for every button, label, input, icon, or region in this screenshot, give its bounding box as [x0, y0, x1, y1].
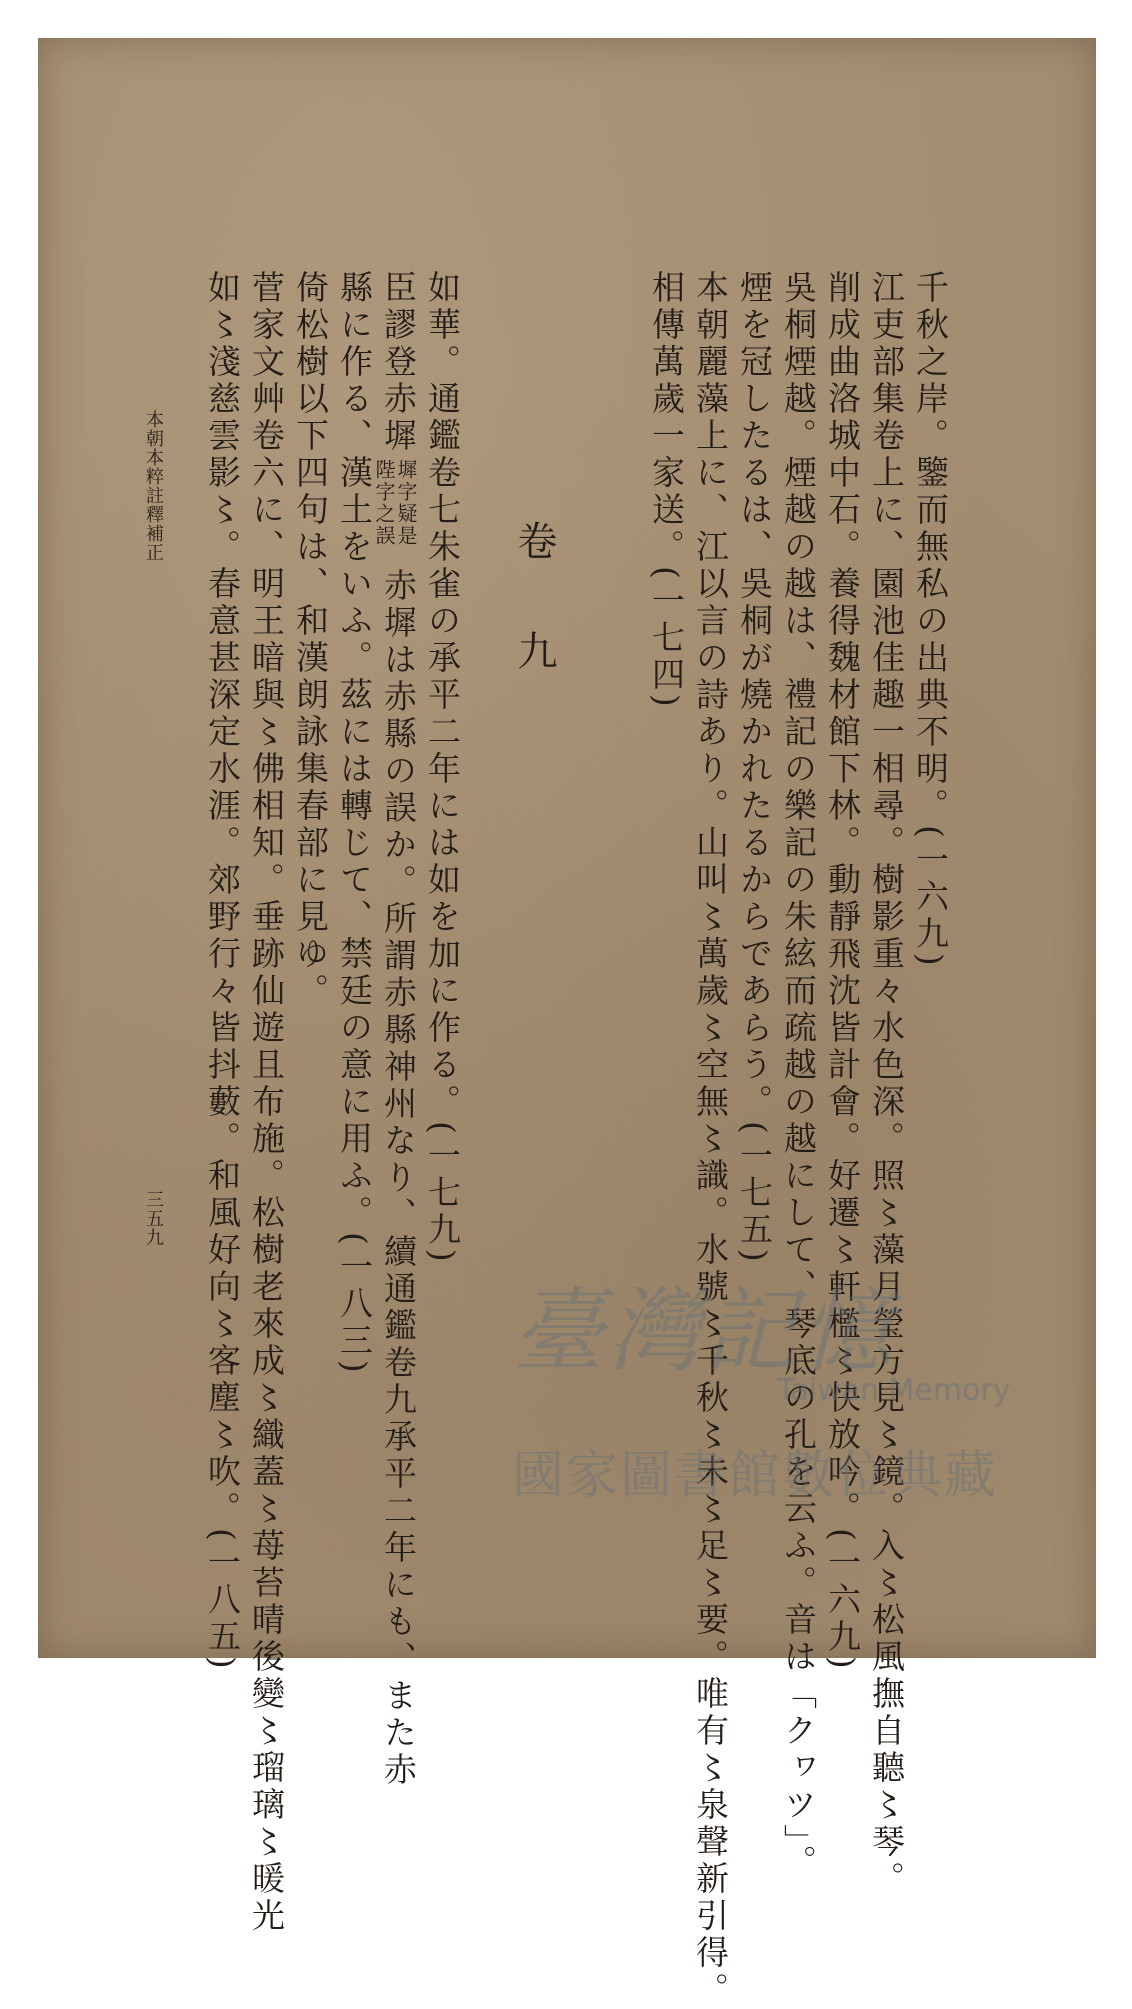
text-column-11: 倚松樹以下四句は、和漢朗詠集春部に見ゆ。: [291, 270, 330, 1010]
text-column-6: 本朝麗藻上に、江以言の詩あり。山叫〻萬歲〻空無〻識。水號〻千秋〻未〻足〻要。唯有〻泉聲新引得。: [691, 270, 730, 2009]
text-column-13: 如〻淺慈雲影〻。春意甚深定水涯。郊野行々皆抖藪。和風好向〻客塵〻吹。(一八五): [203, 270, 242, 1673]
text-column-8: 如華。通鑑卷七朱雀の承平二年には如を加に作る。(一七九): [423, 270, 462, 1266]
text-column-9-part-a: 臣謬登赤墀: [379, 270, 418, 455]
page-number: 三五九: [143, 1190, 164, 1247]
text-column-5: 煙を冠したるは、吳桐が燒かれたるからであらう。(一七五): [735, 270, 774, 1266]
text-column-10: 縣に作る、漢土をいふ。茲には轉じて、禁廷の意に用ふ。(一八三): [335, 270, 374, 1377]
annotation-note-2: 陛字之誤: [372, 459, 396, 547]
chapter-heading: 卷九: [511, 520, 557, 740]
watermark-english: Taiwan Memory: [777, 1373, 1011, 1408]
book-page: [38, 38, 1096, 2009]
annotation-note-1: 墀字疑是: [394, 459, 418, 547]
text-column-1: 千秋之岸。鑒而無私の出典不明。(一六九): [911, 270, 950, 970]
text-column-4: 吳桐煙越。煙越の越は、禮記の樂記の朱絃而疏越の越にして、琴底の孔を云ふ。音は「クヮツ」。: [779, 270, 818, 1882]
text-column-3: 削成曲洛城中石。養得魏材館下林。動靜飛沈皆計會。好遷〻軒檻〻快放吟。(一六九): [823, 270, 862, 1673]
text-column-2: 江吏部集卷上に、園池佳趣一相尋。樹影重々水色深。照〻藻月瑩方見〻鏡。入〻松風撫自聽〻琴。: [867, 270, 906, 1898]
book-title-footer: 本朝本粹註釋補正: [143, 410, 164, 562]
watermark-chinese: 國家圖書館數位典藏: [512, 1446, 999, 1506]
text-column-12: 菅家文艸卷六に、明王暗與〻佛相知。垂跡仙遊且布施。松樹老來成〻織蓋〻苺苔晴後變〻瑠璃〻暖光: [247, 270, 286, 1935]
text-column-9-part-b: 赤墀は赤縣の誤か。所謂赤縣神州なり、續通鑑卷九承平二年にも、また赤: [379, 568, 418, 1789]
watermark-logo: 臺灣記憶: [512, 1278, 897, 1385]
text-column-7: 相傳萬歲一家送。(一七四): [647, 270, 686, 711]
